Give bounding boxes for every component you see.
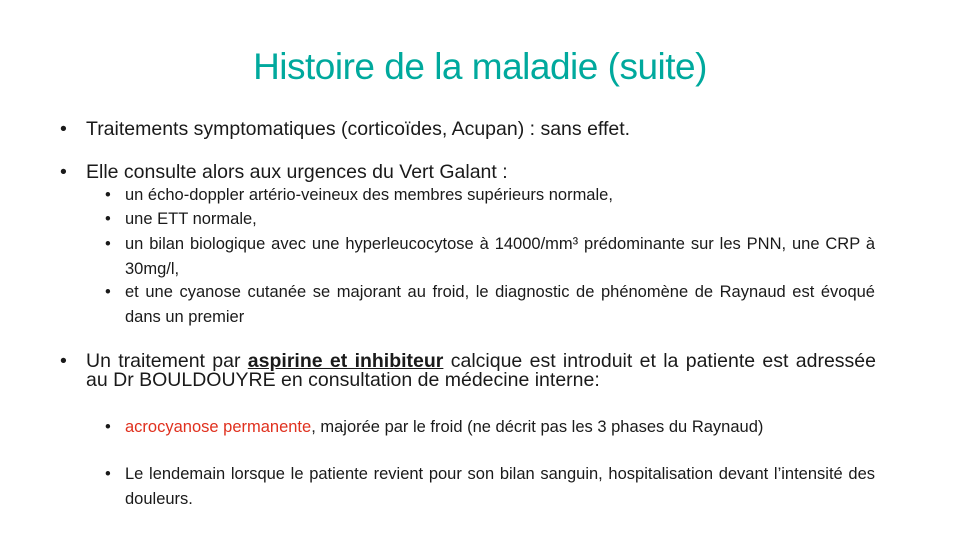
bullet-dot: • bbox=[105, 235, 111, 253]
sub-bullet-text: un bilan biologique avec une hyperleucocytose à 14000/mm³ prédominante sur les PNN, une CRP à 30mg/l, bbox=[125, 235, 875, 278]
sub-bullet-text: une ETT normale, bbox=[125, 210, 257, 228]
sub-bullet-item bbox=[105, 280, 875, 329]
bullet-item bbox=[60, 161, 876, 183]
bullet-dot: • bbox=[105, 186, 111, 204]
bullet-text-part: Un traitement par bbox=[86, 350, 248, 372]
sub-bullet-item bbox=[105, 183, 875, 208]
bullet-item bbox=[60, 350, 876, 391]
slide-title: Histoire de la maladie (suite) bbox=[253, 46, 707, 87]
bullet-dot: • bbox=[105, 283, 111, 301]
bullet-item bbox=[60, 118, 876, 140]
sub-bullet-item bbox=[105, 415, 875, 440]
sub-bullet-item bbox=[105, 207, 875, 232]
bullet-text bbox=[66, 352, 876, 390]
sub-bullet-text: et une cyanose cutanée se majorant au froid, le diagnostic de phénomène de Raynaud est évoqué dans un premier bbox=[125, 283, 875, 326]
bullet-text-part: calcique est introduit et la patiente est adressée au Dr BOULDOUYRE en consultation de médecine interne: bbox=[86, 350, 876, 391]
sub-bullet-text: Le lendemain lorsque le patiente revient pour son bilan sanguin, hospitalisation devant l’intensité des douleurs. bbox=[125, 465, 875, 508]
bullet-dot: • bbox=[105, 418, 111, 436]
bullet-dot: • bbox=[60, 118, 67, 140]
highlighted-text: acrocyanose permanente bbox=[125, 418, 312, 436]
sub-bullet-item bbox=[105, 462, 875, 511]
bullet-text: Elle consulte alors aux urgences du Vert Galant : bbox=[86, 161, 508, 183]
sub-bullet-text bbox=[105, 415, 875, 440]
bullet-dot: • bbox=[105, 210, 111, 228]
bullet-dot: • bbox=[60, 350, 67, 372]
sub-bullet-text: un écho-doppler artério-veineux des membres supérieurs normale, bbox=[125, 186, 613, 204]
sub-bullet-text-part: , majorée par le froid (ne décrit pas les 3 phases du Raynaud) bbox=[311, 418, 764, 436]
bullet-dot: • bbox=[105, 465, 111, 483]
bullet-text: Traitements symptomatiques (corticoïdes, Acupan) : sans effet. bbox=[86, 118, 631, 140]
bullet-dot: • bbox=[60, 161, 67, 183]
sub-bullet-item bbox=[105, 232, 875, 281]
underlined-text: aspirine et inhibiteur bbox=[247, 350, 444, 372]
